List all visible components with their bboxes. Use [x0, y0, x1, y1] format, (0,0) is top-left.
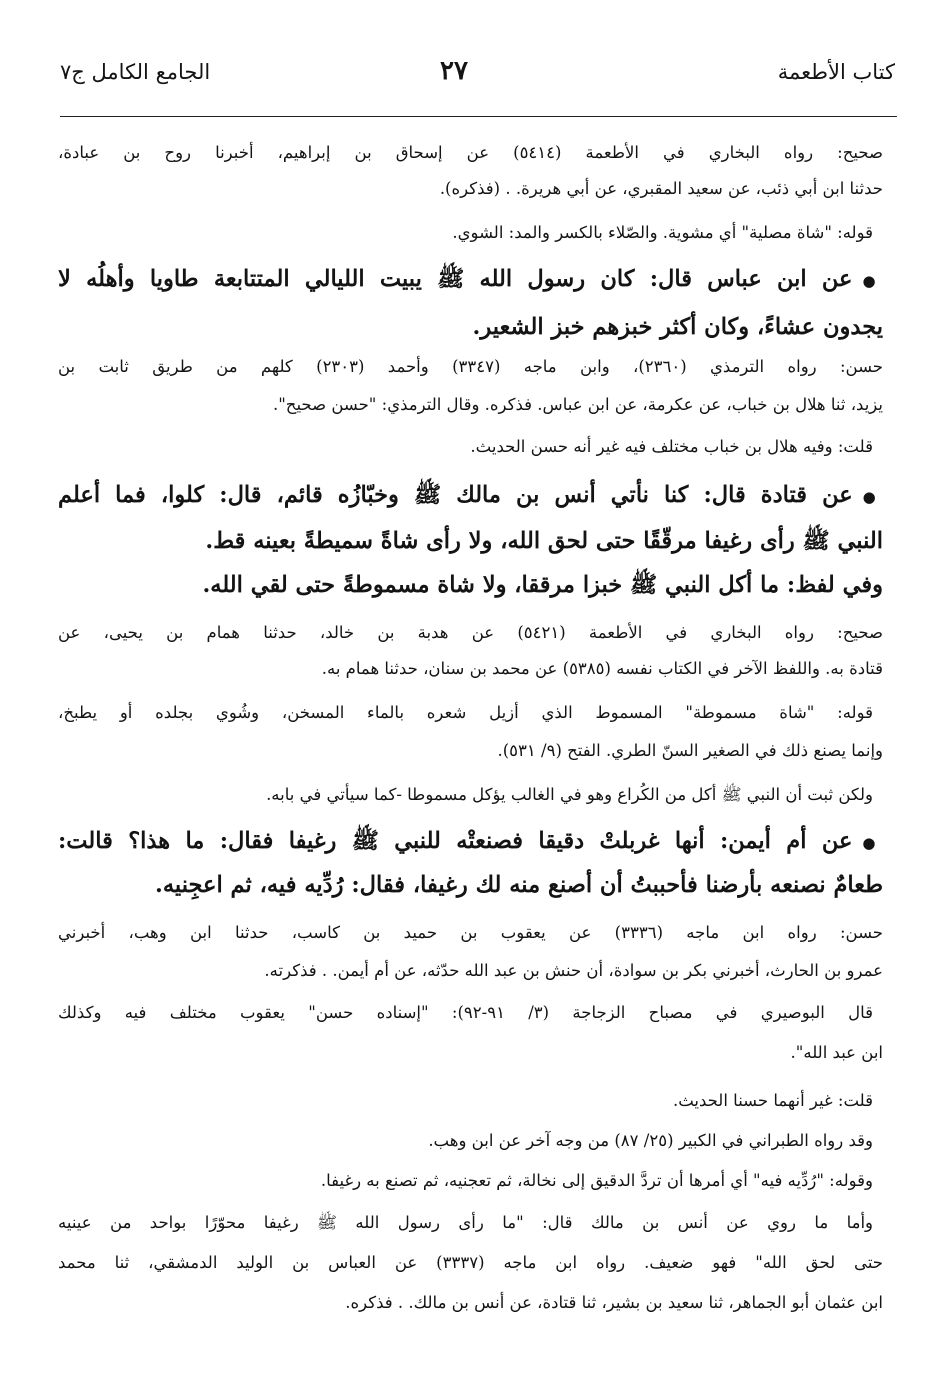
- text-line: صحيح: رواه البخاري في الأطعمة (٥٤١٤) عن إسحاق بن إبراهيم، أخبرنا روح بن عبادة،: [58, 143, 883, 162]
- text-line: وقد رواه الطبراني في الكبير (٢٥/ ٨٧) من وجه آخر عن ابن وهب.: [428, 1131, 873, 1150]
- bullet-icon: ●: [862, 834, 883, 852]
- text-line: قلت: غير أنهما حسنا الحديث.: [672, 1091, 873, 1110]
- text-line: ولكن ثبت أن النبي ﷺ أكل من الكُراع وهو في الغالب يؤكل مسموطا -كما سيأتي في بابه.: [266, 785, 873, 804]
- hadith-line: يجدون عشاءً، وكان أكثر خبزهم خبز الشعير.: [472, 314, 883, 340]
- text-line: عمرو بن الحارث، أخبرني بكر بن سوادة، أن حنش بن عبد الله حدّثه، عن أم أيمن. . فذكرته.: [264, 961, 883, 980]
- page-number: ٢٧: [440, 56, 468, 86]
- hadith-line: [58, 822, 883, 862]
- hadith-text: عن ابن عباس قال: كان رسول الله ﷺ يبيت الليالي المتتابعة طاويا وأهلُه لا: [58, 266, 853, 292]
- hadith-line: النبي ﷺ رأى رغيفا مرقّقًا حتى لحق الله، ولا رأى شاةً سميطةً بعينه قط.: [205, 528, 883, 554]
- text-line: حسن: رواه ابن ماجه (٣٣٣٦) عن يعقوب بن حميد بن كاسب، حدثنا ابن وهب، أخبرني: [58, 923, 883, 942]
- running-header-book: الجامع الكامل ج٧: [60, 60, 211, 84]
- hadith-line: [58, 476, 883, 516]
- text-line: قال البوصيري في مصباح الزجاجة (٣/ ٩١-٩٢): "إسناده حسن" يعقوب مختلف فيه وكذلك: [58, 1003, 873, 1022]
- text-line: صحيح: رواه البخاري في الأطعمة (٥٤٢١) عن هدبة بن خالد، حدثنا همام بن يحيى، عن: [58, 623, 883, 642]
- text-line: حتى لحق الله" فهو ضعيف. رواه ابن ماجه (٣٣٣٧) عن العباس بن الوليد الدمشقي، ثنا محمد: [58, 1253, 883, 1272]
- hadith-line: طعامٌ نصنعه بأرضنا فأحببتُ أن أصنع منه لك رغيفا، فقال: رُدِّيه فيه، ثم اعجِنيه.: [155, 872, 883, 898]
- hadith-text: عن قتادة قال: كنا نأتي أنس بن مالك ﷺ وخبّازُه قائم، قال: كلوا، فما أعلم: [58, 482, 853, 508]
- text-line: قتادة به. واللفظ الآخر في الكتاب نفسه (٥٣٨٥) عن محمد بن سنان، حدثنا همام به.: [321, 659, 883, 678]
- text-line: قوله: "شاة مسموطة" المسموط الذي أزيل شعره بالماء المسخن، وشُوي بجلده أو يطبخ،: [58, 703, 873, 722]
- hadith-line: [58, 260, 883, 300]
- text-line: حدثنا ابن أبي ذئب، عن سعيد المقبري، عن أبي هريرة. . (فذكره).: [439, 179, 883, 198]
- bullet-icon: ●: [862, 488, 883, 506]
- text-line: قوله: "شاة مصلية" أي مشوية. والصّلاء بالكسر والمد: الشوي.: [452, 223, 873, 242]
- text-line: وأما ما روي عن أنس بن مالك قال: "ما رأى رسول الله ﷺ رغيفا محوّرًا بواحد من عينيه: [58, 1213, 873, 1232]
- hadith-line: وفي لفظ: ما أكل النبي ﷺ خبزا مرققا، ولا شاة مسموطةً حتى لقي الله.: [202, 572, 883, 598]
- text-line: قلت: وفيه هلال بن خباب مختلف فيه غير أنه حسن الحديث.: [470, 437, 873, 456]
- bullet-icon: ●: [862, 272, 883, 290]
- running-header-chapter: كتاب الأطعمة: [777, 60, 895, 84]
- text-line: ابن عبد الله".: [790, 1043, 883, 1062]
- text-line: وإنما يصنع ذلك في الصغير السنّ الطري. الفتح (٩/ ٥٣١).: [497, 741, 883, 760]
- text-line: وقوله: "رُدِّيه فيه" أي أمرها أن تردَّ الدقيق إلى نخالة، ثم تعجنيه، ثم تصنع به رغيفا.: [320, 1171, 873, 1190]
- hadith-text: عن أم أيمن: أنها غربلتْ دقيقا فصنعتْه للنبي ﷺ رغيفا فقال: ما هذا؟ قالت:: [58, 828, 853, 854]
- text-line: ابن عثمان أبو الجماهر، ثنا سعيد بن بشير، ثنا قتادة، عن أنس بن مالك. . فذكره.: [345, 1293, 883, 1312]
- header-rule: [60, 116, 897, 117]
- text-line: حسن: رواه الترمذي (٢٣٦٠)، وابن ماجه (٣٣٤٧) وأحمد (٢٣٠٣) كلهم من طريق ثابت بن: [58, 357, 883, 376]
- text-line: يزيد، ثنا هلال بن خباب، عن عكرمة، عن ابن عباس. فذكره. وقال الترمذي: "حسن صحيح".: [272, 395, 883, 414]
